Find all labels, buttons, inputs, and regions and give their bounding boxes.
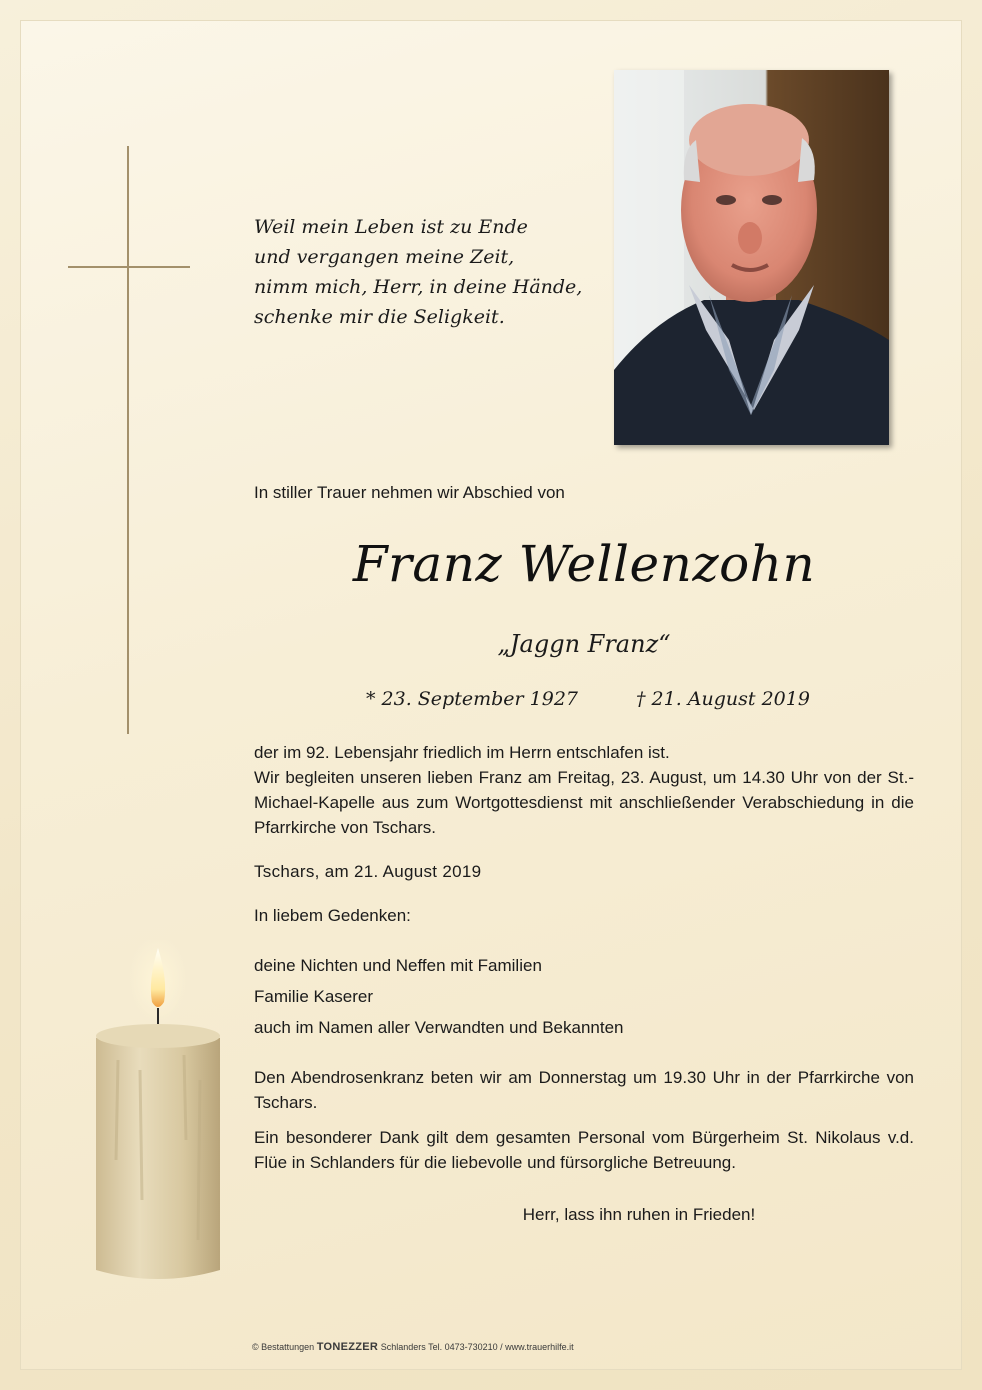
- footer-brand: TONEZZER: [316, 1341, 379, 1353]
- death-date: † 21. August 2019: [636, 688, 810, 710]
- intro-text: In stiller Trauer nehmen wir Abschied von: [254, 483, 565, 502]
- memory-heading: In liebem Gedenken:: [254, 906, 411, 925]
- closing-text: Herr, lass ihn ruhen in Frieden!: [522, 1205, 756, 1224]
- rosary-text: Den Abendrosenkranz beten wir am Donnerstag um 19.30 Uhr in der Pfarrkirche von Tschars.: [254, 1068, 914, 1112]
- thanks-text: Ein besonderer Dank gilt dem gesamten Personal vom Bürgerheim St. Nikolaus v.d. Flüe in Schlanders für die liebevolle und fürsorgliche Betreuung.: [254, 1128, 914, 1172]
- portrait-photo-icon: [614, 70, 889, 445]
- memorial-verse: [254, 212, 594, 332]
- verse-line: nimm mich, Herr, in deine Hände,: [254, 276, 583, 298]
- cross-icon: [127, 146, 129, 734]
- mourner-line: Familie Kaserer: [254, 987, 374, 1006]
- verse-line: und vergangen meine Zeit,: [254, 246, 515, 268]
- deceased-name: Franz Wellenzohn: [352, 535, 816, 593]
- footer-prefix: © Bestattungen: [252, 1342, 315, 1352]
- place-date: Tschars, am 21. August 2019: [254, 862, 482, 881]
- verse-line: Weil mein Leben ist zu Ende: [254, 216, 528, 238]
- verse-line: schenke mir die Seligkeit.: [254, 306, 505, 328]
- candle-icon: [88, 940, 228, 1290]
- mourner-line: auch im Namen aller Verwandten und Bekannten: [254, 1018, 624, 1037]
- cross-icon-bar: [68, 266, 190, 268]
- footer: [252, 1341, 574, 1353]
- deceased-nickname: „Jaggn Franz“: [497, 630, 671, 658]
- mourner-line: deine Nichten und Neffen mit Familien: [254, 956, 542, 975]
- funeral-text: Wir begleiten unseren lieben Franz am Freitag, 23. August, um 14.30 Uhr von der St.-Michael-Kapelle aus zum Wortgottesdienst mit anschließender Verabschiedung in die Pfarrkirche von Tschars.: [254, 768, 914, 837]
- passed-text: der im 92. Lebensjahr friedlich im Herrn entschlafen ist.: [254, 743, 670, 762]
- portrait-photo: [614, 70, 889, 445]
- footer-suffix: Schlanders Tel. 0473-730210 / www.trauerhilfe.it: [380, 1342, 574, 1352]
- obituary-body: [254, 740, 914, 1227]
- birth-date: * 23. September 1927: [366, 688, 578, 710]
